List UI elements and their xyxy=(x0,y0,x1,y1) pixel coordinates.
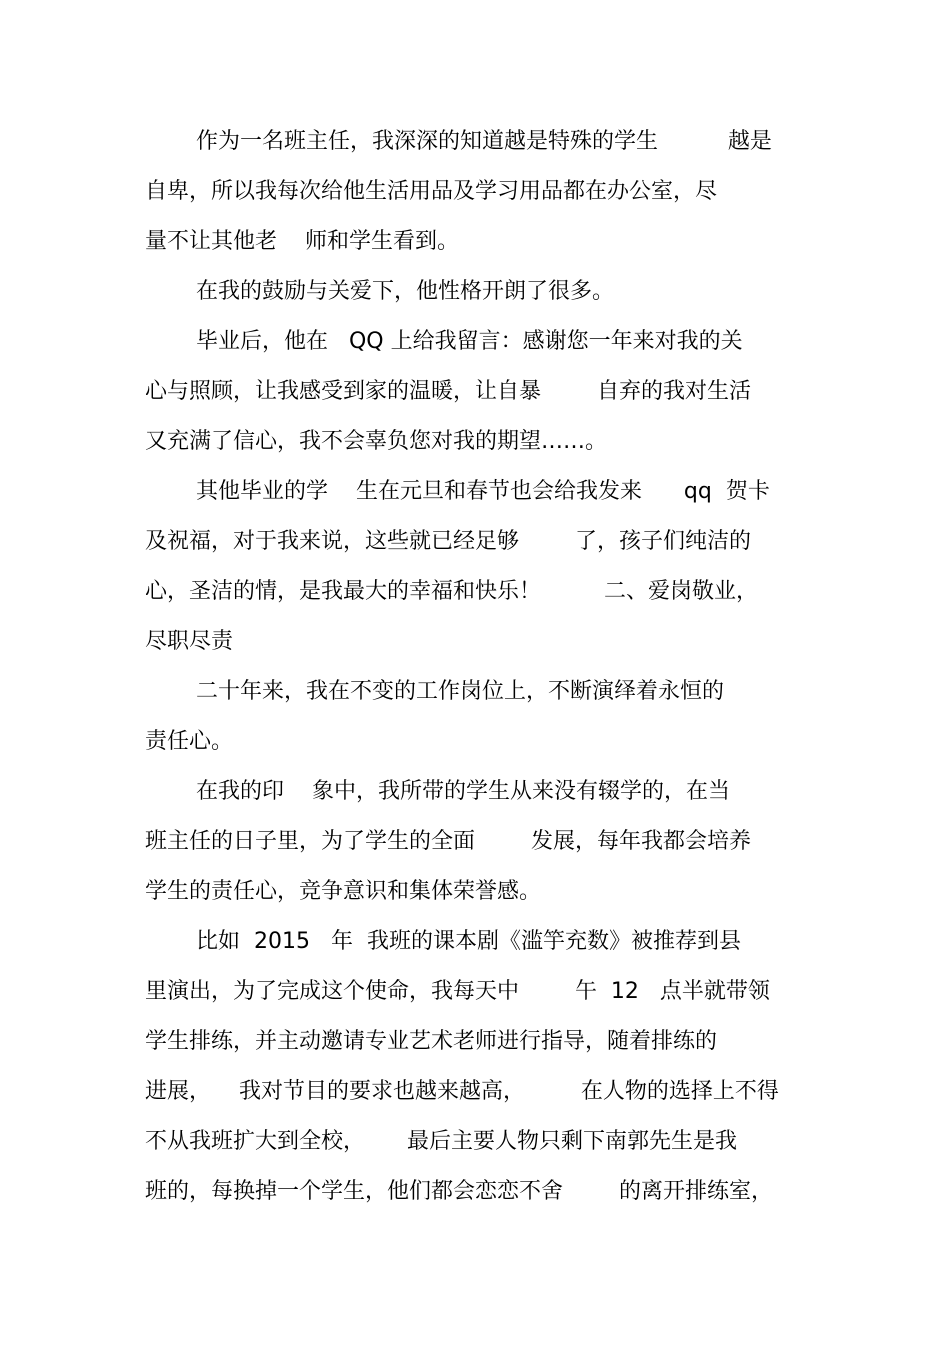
text-line: 二十年来，我在不变的工作岗位上，不断演绎着永恒的 xyxy=(196,679,725,704)
text-line: 自卑，所以我每次给他生活用品及学习用品都在办公室，尽 xyxy=(145,179,718,204)
text-line: 班的，每换掉一个学生，他们都会恋恋不舍 的离开排练室， xyxy=(145,1179,773,1204)
text-line: 班主任的日子里，为了学生的全面 发展，每年我都会培养 xyxy=(145,829,751,854)
text-line: 进展， 我对节目的要求也越来越高， 在人物的选择上不得 xyxy=(145,1079,779,1104)
text-line: 又充满了信心，我不会辜负您对我的期望……。 xyxy=(145,429,608,454)
text-line: 不从我班扩大到全校， 最后主要人物只剩下南郭先生是我 xyxy=(145,1129,737,1154)
text-line: 在我的鼓励与关爱下，他性格开朗了很多。 xyxy=(196,279,615,304)
text-line: 心，圣洁的情，是我最大的幸福和快乐！ 二、爱岗敬业， xyxy=(145,579,758,604)
text-line: 心与照顾，让我感受到家的温暖，让自暴 自弃的我对生活 xyxy=(145,379,751,404)
text-line: 量不让其他老 师和学生看到。 xyxy=(145,229,459,254)
text-line: 尽职尽责 xyxy=(145,629,234,654)
text-line: 里演出，为了完成这个使命，我每天中 午 12 点半就带领 xyxy=(145,979,770,1004)
text-line: 毕业后，他在 QQ 上给我留言：感谢您一年来对我的关 xyxy=(196,329,743,354)
text-line: 作为一名班主任，我深深的知道越是特殊的学生 越是 xyxy=(196,129,772,154)
text-line: 责任心。 xyxy=(145,729,234,754)
text-line: 学生的责任心，竞争意识和集体荣誉感。 xyxy=(145,879,542,904)
text-line: 其他毕业的学 生在元旦和春节也会给我发来 qq 贺卡 xyxy=(196,479,770,504)
text-line: 及祝福，对于我来说，这些就已经足够 了，孩子们纯洁的 xyxy=(145,529,751,554)
text-line: 比如 2015 年 我班的课本剧《滥竽充数》被推荐到县 xyxy=(196,929,741,954)
text-line: 学生排练，并主动邀请专业艺术老师进行指导，随着排练的 xyxy=(145,1029,718,1054)
text-line: 在我的印 象中，我所带的学生从来没有辍学的，在当 xyxy=(196,779,730,804)
